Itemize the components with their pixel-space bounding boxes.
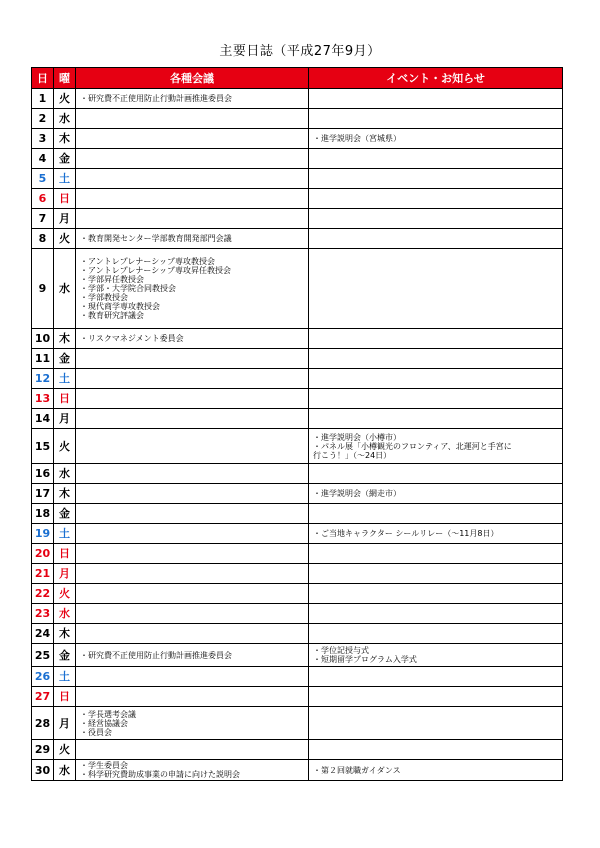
table-row	[32, 229, 563, 249]
meetings-cell	[76, 564, 309, 584]
day-cell: 22	[32, 584, 54, 604]
event-item: ・第２回就職ガイダンス	[313, 765, 401, 775]
table-row	[32, 129, 563, 149]
weekday-cell: 月	[54, 707, 76, 740]
events-cell	[309, 707, 563, 740]
meetings-cell	[76, 740, 309, 760]
events-cell	[309, 209, 563, 229]
meeting-item: ・研究費不正使用防止行動計画推進委員会	[80, 94, 232, 103]
table-row	[32, 409, 563, 429]
weekday-cell: 金	[54, 149, 76, 169]
events-cell	[309, 564, 563, 584]
meetings-cell	[76, 369, 309, 389]
meetings-cell	[76, 667, 309, 687]
table-row	[32, 209, 563, 229]
day-cell: 23	[32, 604, 54, 624]
meetings-cell	[76, 524, 309, 544]
meeting-item: ・研究費不正使用防止行動計画推進委員会	[80, 650, 232, 660]
weekday-cell: 土	[54, 667, 76, 687]
header-day: 日	[32, 68, 54, 89]
meetings-cell	[76, 464, 309, 484]
day-cell: 20	[32, 544, 54, 564]
day-cell: 24	[32, 624, 54, 644]
day-cell: 18	[32, 504, 54, 524]
meeting-item: ・学部・大学院合同教授会	[80, 284, 176, 293]
weekday-cell: 日	[54, 189, 76, 209]
day-cell: 25	[32, 644, 54, 667]
meetings-cell	[76, 349, 309, 369]
table-row	[32, 389, 563, 409]
table-row	[32, 584, 563, 604]
weekday-cell: 木	[54, 129, 76, 149]
meetings-cell	[76, 209, 309, 229]
weekday-cell: 日	[54, 544, 76, 564]
events-cell	[309, 429, 563, 464]
weekday-cell: 土	[54, 169, 76, 189]
meeting-item: ・経営協議会	[80, 718, 128, 728]
meetings-cell	[76, 707, 309, 740]
weekday-cell: 金	[54, 504, 76, 524]
table-row	[32, 564, 563, 584]
weekday-cell: 木	[54, 484, 76, 504]
events-cell	[309, 740, 563, 760]
weekday-cell: 火	[54, 740, 76, 760]
meeting-item: ・教育開発センター学部教育開発部門会議	[80, 234, 232, 243]
events-cell	[309, 89, 563, 109]
event-item: ・学位記授与式	[313, 646, 369, 655]
table-row	[32, 667, 563, 687]
table-row	[32, 189, 563, 209]
events-cell	[309, 584, 563, 604]
events-cell	[309, 644, 563, 667]
weekday-cell: 水	[54, 604, 76, 624]
meetings-cell	[76, 389, 309, 409]
day-cell: 7	[32, 209, 54, 229]
meetings-cell	[76, 169, 309, 189]
weekday-cell: 水	[54, 249, 76, 329]
table-row	[32, 707, 563, 740]
weekday-cell: 日	[54, 687, 76, 707]
table-row	[32, 604, 563, 624]
events-cell	[309, 604, 563, 624]
day-cell: 9	[32, 249, 54, 329]
weekday-cell: 月	[54, 209, 76, 229]
day-cell: 11	[32, 349, 54, 369]
meeting-item: ・学部教授会	[80, 293, 128, 302]
header-events: イベント・お知らせ	[309, 68, 563, 89]
table-row	[32, 760, 563, 781]
meeting-item: ・教育研究評議会	[80, 311, 144, 320]
meeting-item: ・現代商学専攻教授会	[80, 302, 160, 311]
event-item: ・進学説明会（宮城県）	[313, 134, 401, 143]
weekday-cell: 土	[54, 369, 76, 389]
weekday-cell: 木	[54, 329, 76, 349]
events-cell	[309, 389, 563, 409]
day-cell: 3	[32, 129, 54, 149]
table-row	[32, 524, 563, 544]
header-row	[32, 68, 563, 89]
events-cell	[309, 464, 563, 484]
meeting-item: ・科学研究費助成事業の申請に向けた説明会	[80, 770, 240, 779]
meetings-cell	[76, 484, 309, 504]
weekday-cell: 金	[54, 349, 76, 369]
weekday-cell: 月	[54, 409, 76, 429]
events-cell	[309, 149, 563, 169]
day-cell: 8	[32, 229, 54, 249]
meetings-cell	[76, 149, 309, 169]
table-row	[32, 464, 563, 484]
table-row	[32, 504, 563, 524]
event-item: ・短期留学プログラム入学式	[313, 655, 417, 664]
day-cell: 28	[32, 707, 54, 740]
events-cell	[309, 624, 563, 644]
events-cell	[309, 189, 563, 209]
meetings-cell	[76, 604, 309, 624]
day-cell: 30	[32, 760, 54, 781]
day-cell: 6	[32, 189, 54, 209]
meeting-item: ・役員会	[80, 727, 112, 737]
table-row	[32, 484, 563, 504]
events-cell	[309, 504, 563, 524]
header-meetings: 各種会議	[76, 68, 309, 89]
table-row	[32, 624, 563, 644]
day-cell: 29	[32, 740, 54, 760]
table-row	[32, 89, 563, 109]
meetings-cell	[76, 189, 309, 209]
event-item: ・パネル展「小樽観光のフロンティア、北運河と手宮に	[313, 441, 512, 451]
events-cell	[309, 760, 563, 781]
meetings-cell	[76, 229, 309, 249]
meeting-item: ・学生委員会	[80, 761, 128, 770]
weekday-cell: 火	[54, 584, 76, 604]
events-cell	[309, 667, 563, 687]
weekday-cell: 火	[54, 429, 76, 464]
page-title: 主要日誌（平成27年9月）	[219, 44, 381, 59]
events-cell	[309, 329, 563, 349]
meeting-item: ・学長選考会議	[80, 709, 136, 719]
meetings-cell	[76, 584, 309, 604]
events-cell	[309, 524, 563, 544]
event-item: 行こう！」（～24日）	[313, 450, 392, 460]
event-item: ・進学説明会（小樽市）	[313, 432, 401, 442]
events-cell	[309, 369, 563, 389]
meetings-cell	[76, 687, 309, 707]
meetings-cell	[76, 89, 309, 109]
event-item: ・進学説明会（網走市）	[313, 489, 401, 498]
events-cell	[309, 687, 563, 707]
table-row	[32, 644, 563, 667]
weekday-cell: 水	[54, 109, 76, 129]
meeting-item: ・アントレプレナーシップ専攻昇任教授会	[80, 266, 232, 275]
weekday-cell: 土	[54, 524, 76, 544]
event-item: ・ご当地キャラクター シールリレー（～11月8日）	[313, 529, 499, 538]
meeting-item: ・アントレプレナーシップ専攻教授会	[80, 257, 216, 266]
meetings-cell	[76, 249, 309, 329]
meetings-cell	[76, 129, 309, 149]
table-row	[32, 149, 563, 169]
meetings-cell	[76, 109, 309, 129]
events-cell	[309, 169, 563, 189]
day-cell: 14	[32, 409, 54, 429]
day-cell: 16	[32, 464, 54, 484]
day-cell: 27	[32, 687, 54, 707]
meetings-cell	[76, 624, 309, 644]
day-cell: 21	[32, 564, 54, 584]
day-cell: 13	[32, 389, 54, 409]
events-cell	[309, 409, 563, 429]
weekday-cell: 火	[54, 89, 76, 109]
diary-body	[32, 89, 563, 781]
meeting-item: ・リスクマネジメント委員会	[80, 334, 184, 343]
table-row	[32, 249, 563, 329]
meetings-cell	[76, 504, 309, 524]
weekday-cell: 水	[54, 464, 76, 484]
weekday-cell: 金	[54, 644, 76, 667]
events-cell	[309, 484, 563, 504]
weekday-cell: 木	[54, 624, 76, 644]
table-row	[32, 544, 563, 564]
day-cell: 19	[32, 524, 54, 544]
day-cell: 10	[32, 329, 54, 349]
day-cell: 2	[32, 109, 54, 129]
events-cell	[309, 349, 563, 369]
day-cell: 4	[32, 149, 54, 169]
weekday-cell: 水	[54, 760, 76, 781]
day-cell: 5	[32, 169, 54, 189]
table-row	[32, 169, 563, 189]
events-cell	[309, 249, 563, 329]
weekday-cell: 火	[54, 229, 76, 249]
day-cell: 1	[32, 89, 54, 109]
weekday-cell: 日	[54, 389, 76, 409]
meetings-cell	[76, 544, 309, 564]
events-cell	[309, 544, 563, 564]
meetings-cell	[76, 760, 309, 781]
day-cell: 15	[32, 429, 54, 464]
meetings-cell	[76, 644, 309, 667]
table-row	[32, 109, 563, 129]
meetings-cell	[76, 329, 309, 349]
table-row	[32, 740, 563, 760]
day-cell: 12	[32, 369, 54, 389]
meeting-item: ・学部昇任教授会	[80, 275, 144, 284]
diary-table	[31, 67, 563, 781]
day-cell: 26	[32, 667, 54, 687]
meetings-cell	[76, 409, 309, 429]
events-cell	[309, 109, 563, 129]
table-row	[32, 429, 563, 464]
table-row	[32, 349, 563, 369]
meetings-cell	[76, 429, 309, 464]
table-row	[32, 329, 563, 349]
weekday-cell: 月	[54, 564, 76, 584]
table-row	[32, 369, 563, 389]
table-row	[32, 687, 563, 707]
day-cell: 17	[32, 484, 54, 504]
events-cell	[309, 229, 563, 249]
events-cell	[309, 129, 563, 149]
header-weekday: 曜	[54, 68, 76, 89]
